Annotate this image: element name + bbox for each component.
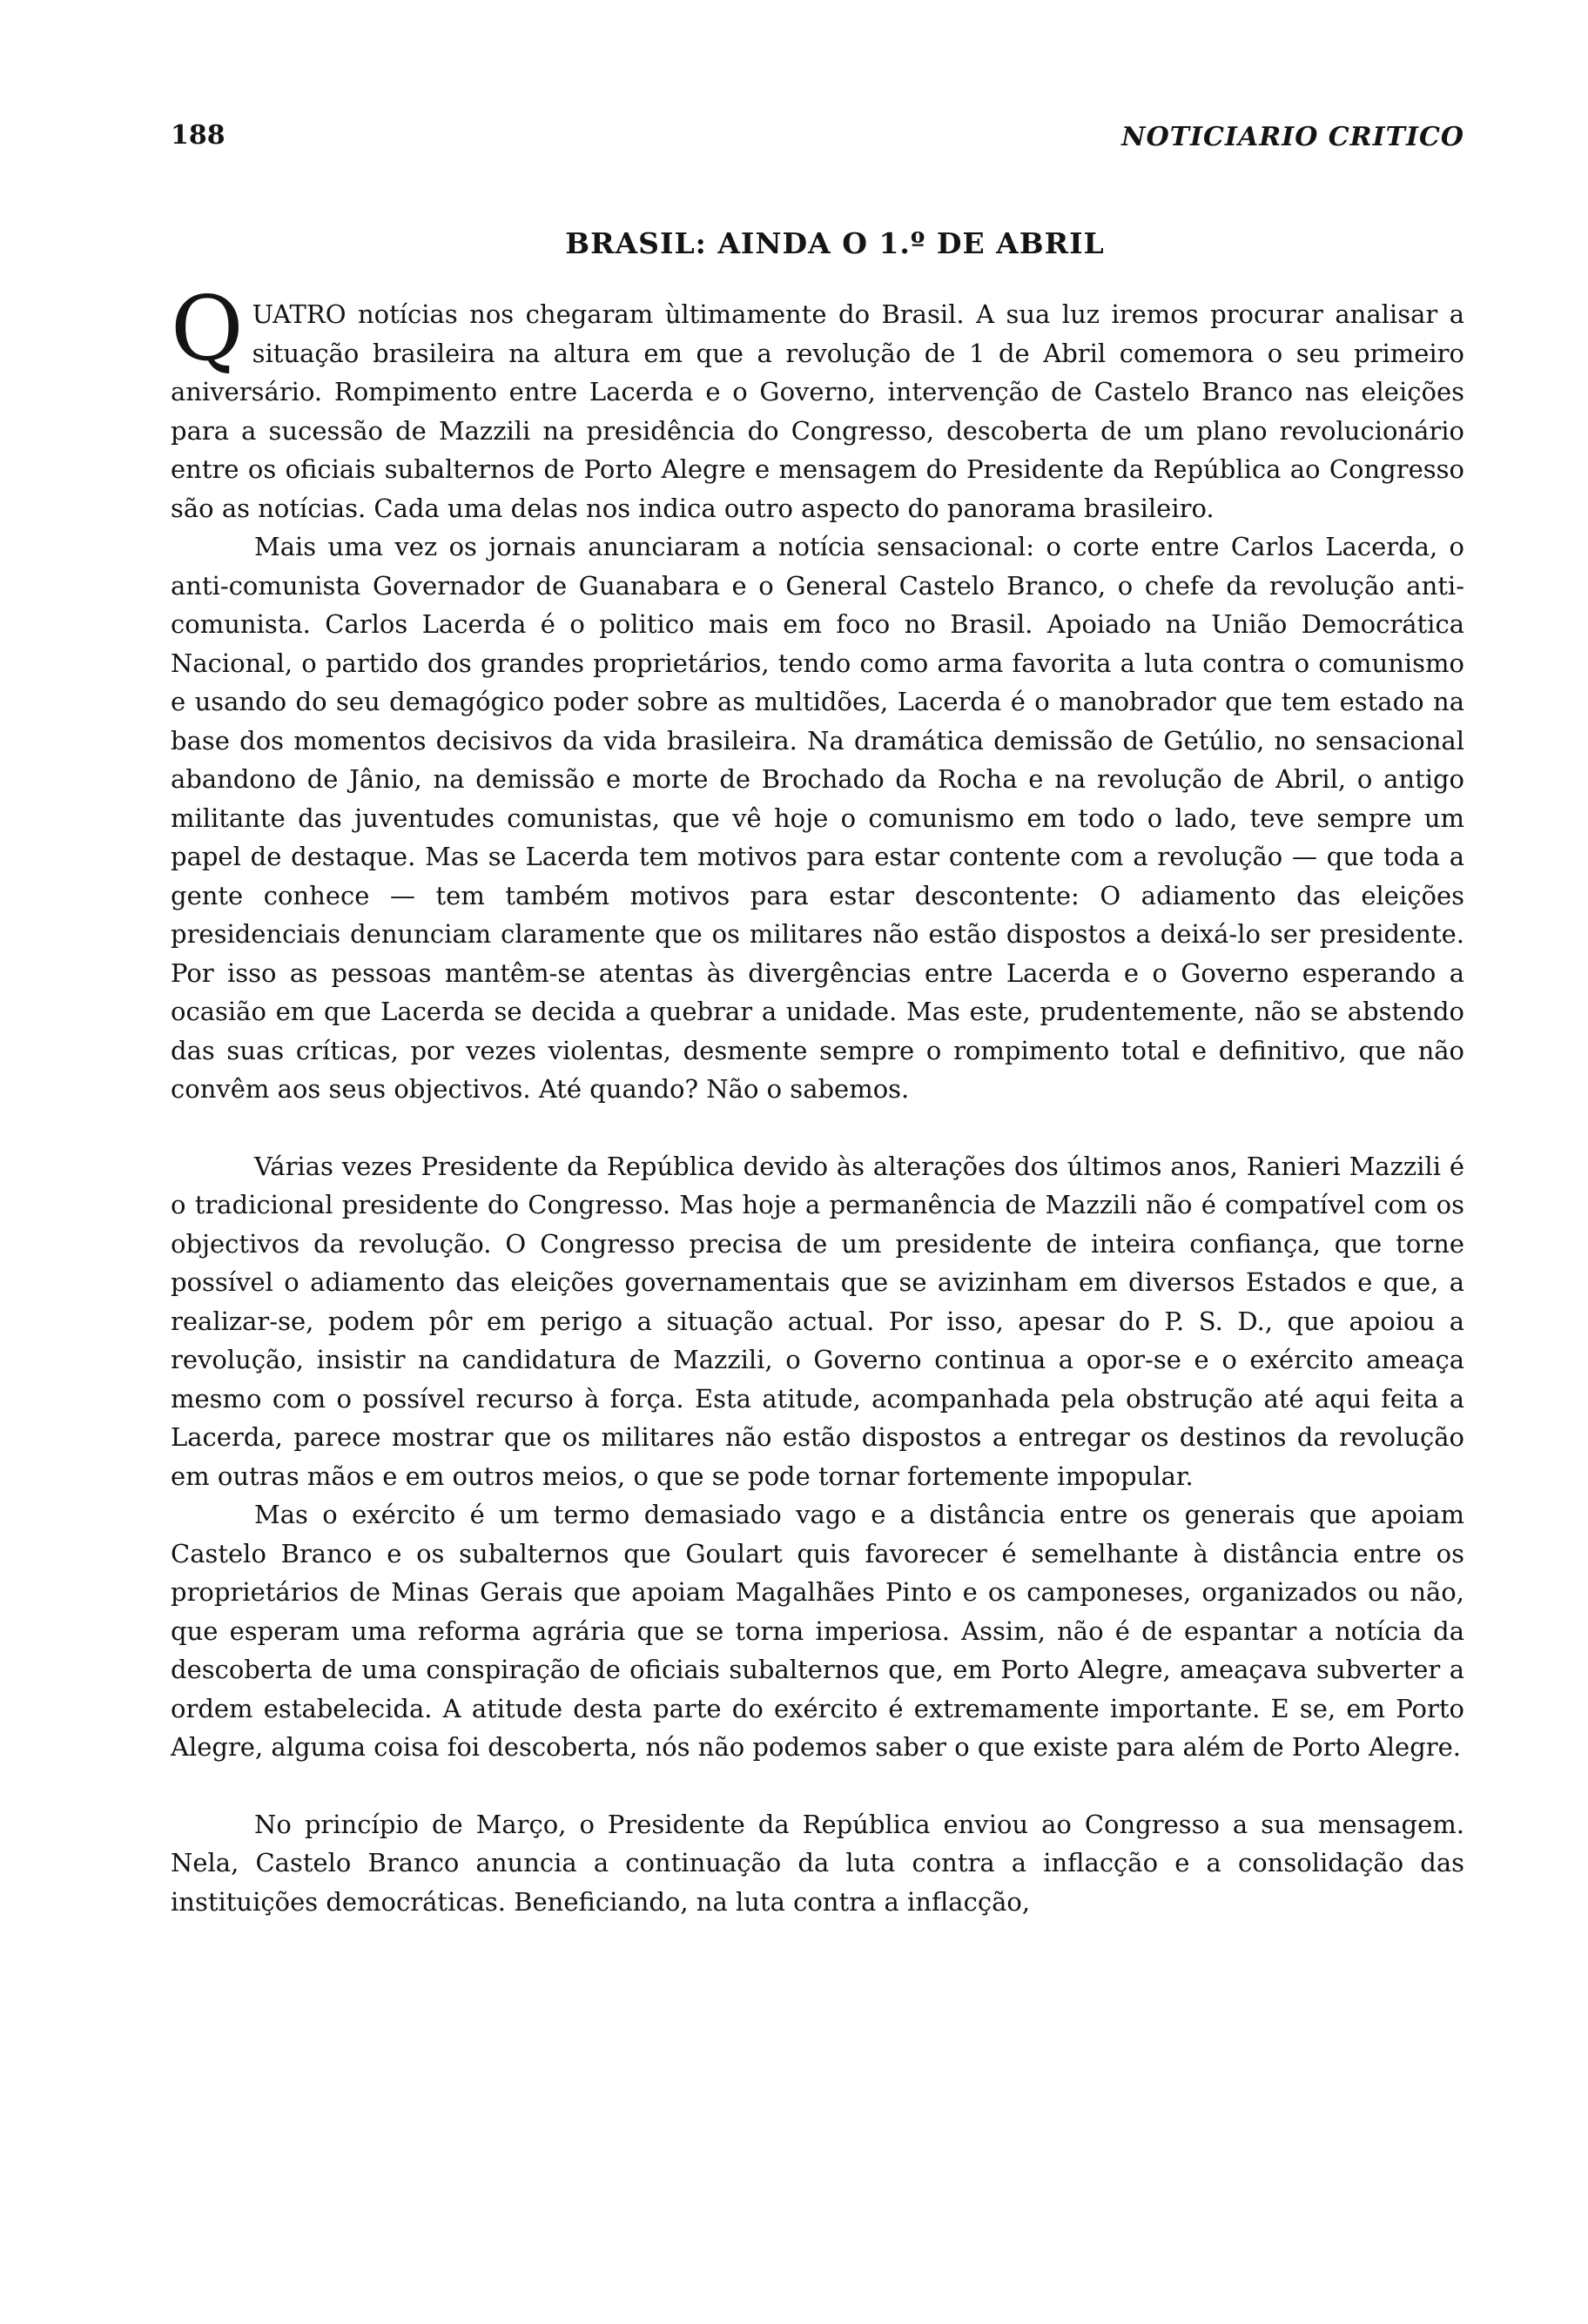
document-page [171,104,1464,1921]
paragraph-1 [171,278,1464,527]
drop-cap: Q [171,278,244,381]
page-number: 188 [171,120,225,151]
paragraph-2: Mais uma vez os jornais anunciaram a notícia sensacional: o corte entre Carlos Lacerda, o anti-comunista Governador de Guanabara e o General Castelo Branco, o chefe da revolução anti-comunista. Carlos Lacerda é o politico mais em foco no Brasil. Apoiado na União Democrática Nacional, o partido dos grandes proprietários, tendo como arma favorita a luta contra o comunismo e usando do seu demagógico poder sobre as multidões, Lacerda é o manobrador que tem estado na base dos momentos decisivos da vida brasileira. Na dramática demissão de Getúlio, no sensacional abandono de Jânio, na demissão e morte de Brochado da Rocha e na revolução de Abril, o antigo militante das juventudes comunistas, que vê hoje o comunismo em todo o lado, teve sempre um papel de destaque. Mas se Lacerda tem motivos para estar contente com a revolução — que toda a gente conhece — tem também motivos para estar descontente: O adiamento das eleições presidenciais denunciam claramente que os militares não estão dispostos a deixá-lo ser presidente. Por isso as pessoas mantêm-se atentas às divergências entre Lacerda e o Governo esperando a ocasião em que Lacerda se decida a quebrar a unidade. Mas este, prudentemente, não se abstendo das suas críticas, por vezes violentas, desmente sempre o rompimento total e definitivo, que não convêm aos seus objectivos. Até quando? Não o sabemos. [171,532,1464,1104]
article-body [171,278,1464,1921]
journal-title: NOTICIARIO CRITICO [1121,122,1464,152]
paragraph-4: Mas o exército é um termo demasiado vago e a distância entre os generais que apoiam Castelo Branco e os subalternos que Goulart quis favorecer é semelhante à distância entre os proprietários de Minas Gerais que apoiam Magalhães Pinto e os camponeses, organizados ou não, que esperam uma reforma agrária que se torna imperiosa. Assim, não é de espantar a notícia da descoberta de uma conspiração de oficiais subalternos que, em Porto Alegre, ameaçava subverter a ordem estabelecida. A atitude desta parte do exército é extremamente importante. E se, em Porto Alegre, alguma coisa foi descoberta, nós não podemos saber o que existe para além de Porto Alegre. [171,1500,1464,1762]
running-header [171,104,1464,157]
paragraph-3: Várias vezes Presidente da República devido às alterações dos últimos anos, Ranieri Mazzili é o tradicional presidente do Congresso. Mas hoje a permanência de Mazzili não é compatível com os objectivos da revolução. O Congresso precisa de um presidente de inteira confiança, que torne possível o adiamento das eleições governamentais que se avizinham em diversos Estados e que, a realizar-se, podem pôr em perigo a situação actual. Por isso, apesar do P. S. D., que apoiou a revolução, insistir na candidatura de Mazzili, o Governo continua a opor-se e o exército ameaça mesmo com o possível recurso à força. Esta atitude, acompanhada pela obstrução até aqui feita a Lacerda, parece mostrar que os militares não estão dispostos a entregar os destinos da revolução em outras mãos e em outros meios, o que se pode tornar fortemente impopular. [171,1151,1464,1491]
article-title: BRASIL: AINDA O 1.º DE ABRIL [565,226,1105,260]
paragraph-5: No princípio de Março, o Presidente da República enviou ao Congresso a sua mensagem. Nela, Castelo Branco anuncia a continuação da luta contra a inflacção e a consolidação das instituições democráticas. Beneficiando, na luta contra a inflacção, [171,1809,1464,1917]
paragraph-1-text: UATRO notícias nos chegaram ùltimamente do Brasil. A sua luz iremos procurar analisar a situação brasileira na altura em que a revolução de 1 de Abril comemora o seu primeiro aniversário. Rompimento entre Lacerda e o Governo, intervenção de Castelo Branco nas eleições para a sucessão de Mazzili na presidência do Congresso, descoberta de um plano revolucionário entre os oficiais subalternos de Porto Alegre e mensagem do Presidente da República ao Congresso são as notícias. Cada uma delas nos indica outro aspecto do panorama brasileiro. [171,299,1464,523]
